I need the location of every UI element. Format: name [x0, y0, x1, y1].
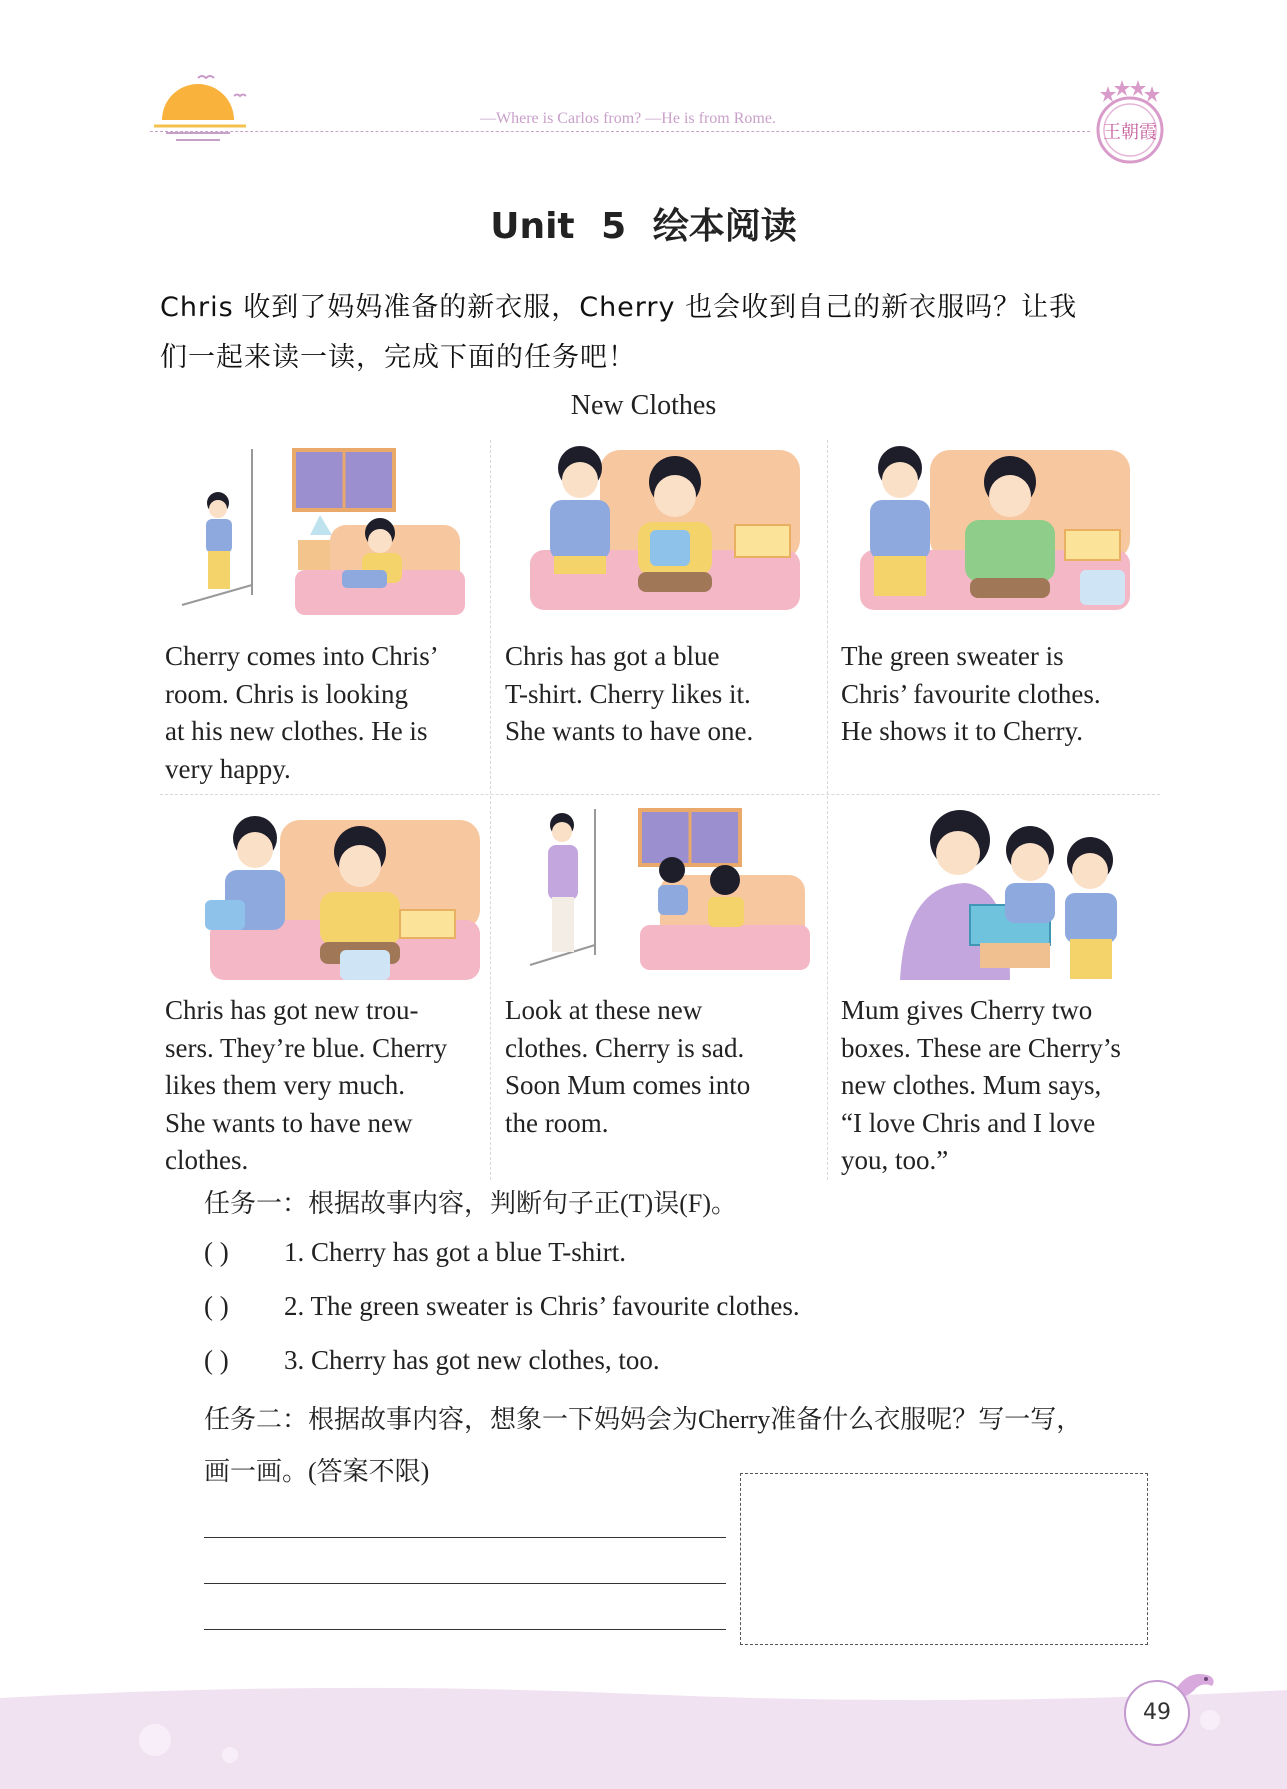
panel-2-caption: Chris has got a blue T-shirt. Cherry likes it. She wants to have one. — [505, 641, 754, 746]
answer-blank-3[interactable]: ( ) — [204, 1345, 229, 1375]
panel-1-caption: Cherry comes into Chris’ room. Chris is looking at his new clothes. He is very happy. — [165, 641, 439, 784]
panel-6-illustration — [860, 805, 1160, 990]
sunset-icon — [150, 70, 250, 150]
panel-5-caption: Look at these new clothes. Cherry is sad. Soon Mum comes into the room. — [505, 995, 751, 1138]
writing-line-1[interactable] — [204, 1537, 726, 1538]
intro-line-2: 们一起来读一读，完成下面的任务吧！ — [160, 342, 636, 373]
task-1-item-3: 3. Cherry has got new clothes, too. — [284, 1345, 660, 1375]
unit-title: Unit 5 绘本阅读 — [490, 206, 797, 247]
footer-wave — [0, 1680, 1287, 1789]
panel-4-caption: Chris has got new trou- sers. They’re blue. Cherry likes them very much. She wants to have new clothes. — [165, 995, 448, 1175]
writing-line-3[interactable] — [204, 1629, 726, 1630]
task-1-item-1: 1. Cherry has got a blue T-shirt. — [284, 1237, 626, 1267]
panel-4-illustration — [200, 810, 500, 995]
panel-2-illustration — [510, 440, 810, 625]
story-title: New Clothes — [570, 390, 717, 421]
panel-1-illustration — [170, 445, 470, 630]
task-1-item-2: 2. The green sweater is Chris’ favourite clothes. — [284, 1291, 800, 1321]
answer-blank-1[interactable]: ( ) — [204, 1237, 229, 1267]
page-number: 49 — [1124, 1680, 1190, 1746]
task-2-line-2: 画一画。(答案不限) — [204, 1457, 430, 1486]
header-text: —Where is Carlos from? —He is from Rome. — [480, 110, 776, 127]
task-2-line-1: 任务二：根据故事内容，想象一下妈妈会为Cherry准备什么衣服呢？写一写， — [204, 1405, 1083, 1434]
intro-line-1: Chris 收到了妈妈准备的新衣服，Cherry 也会收到自己的新衣服吗？让我 — [160, 292, 1078, 323]
panel-3-caption: The green sweater is Chris’ favourite clothes. He shows it to Cherry. — [841, 641, 1101, 746]
answer-blank-2[interactable]: ( ) — [204, 1291, 229, 1321]
panel-6-caption: Mum gives Cherry two boxes. These are Cherry’s new clothes. Mum says, “I love Chris and I love you, too.” — [841, 995, 1121, 1175]
task-1-title: 任务一：根据故事内容，判断句子正(T)误(F)。 — [204, 1189, 737, 1218]
grid-divider-horizontal — [160, 794, 1160, 795]
panel-3-illustration — [840, 440, 1140, 625]
panel-5-illustration — [520, 805, 820, 990]
writing-line-2[interactable] — [204, 1583, 726, 1584]
grid-divider-vertical-2 — [827, 440, 828, 1180]
drawing-box[interactable] — [740, 1473, 1148, 1645]
brand-logo-text: 王朝霞 — [1103, 122, 1157, 143]
header-divider — [150, 131, 1090, 132]
brand-logo — [1090, 78, 1170, 168]
